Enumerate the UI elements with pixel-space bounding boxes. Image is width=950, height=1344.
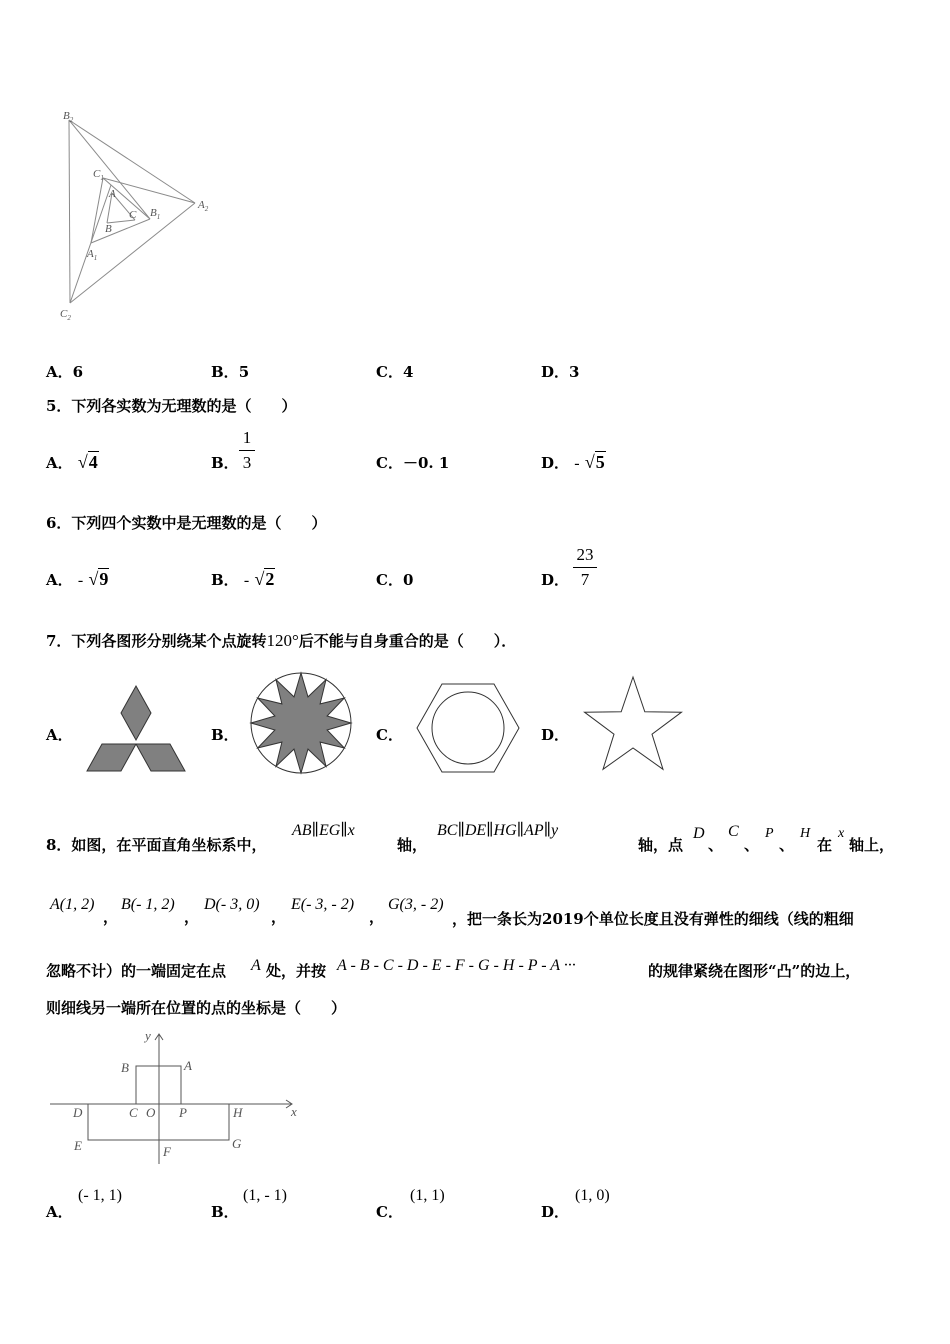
q8-option-b-value: (1, - 1) [243, 1187, 287, 1204]
label-e: E [74, 1138, 82, 1153]
sqrt-9: √9 [88, 569, 109, 589]
q4-option-b[interactable]: B．5 [211, 363, 250, 381]
q7-figure-a-three-rhombus [84, 684, 188, 774]
q8-comma-3: ， [271, 908, 287, 926]
q8-line3-post: 的规律紧绕在图形“凸”的边上， [648, 962, 861, 980]
q8-path: A - B - C - D - E - F - G - H - P - A ··· [337, 957, 576, 974]
label-c: C [129, 209, 137, 221]
q8-line3-point-a: A [251, 957, 261, 974]
label-c1: $C_1$ [93, 168, 104, 182]
label-f: F [163, 1144, 171, 1159]
q4-option-a[interactable]: A．6 [46, 363, 84, 381]
q5-option-d[interactable]: D． - √5 [541, 452, 605, 472]
q6-option-d-letter[interactable]: D． [541, 571, 570, 589]
q8-option-a-letter[interactable]: A． [46, 1203, 73, 1221]
q6-option-c[interactable]: C．0 [376, 571, 414, 589]
q8-coord-d: D(- 3, 0) [204, 896, 260, 913]
label-c: C [129, 1105, 138, 1120]
q5-option-a[interactable]: A． √4 [46, 452, 98, 472]
sqrt-4: √4 [77, 452, 98, 472]
q8-option-d-letter[interactable]: D． [541, 1203, 570, 1221]
q8-coordinate-figure [48, 1024, 304, 1170]
label-a1: $A_1$ [87, 248, 98, 262]
label-g: G [232, 1136, 242, 1151]
q7-option-b-letter[interactable]: B． [211, 726, 239, 744]
q7-option-d-letter[interactable]: D． [541, 726, 570, 744]
q8-line3-mid: 处，并按 [266, 962, 327, 980]
q8-axis-x: x [838, 826, 845, 841]
q4-triangle-figure [55, 105, 225, 325]
q8-point-h: H [800, 826, 811, 841]
q7-figure-b-star-in-circle [248, 670, 354, 776]
q8-line2-post: ，把一条长为2019个单位长度且没有弹性的细线（线的粗细 [452, 910, 854, 928]
q6-option-b[interactable]: B． - √2 [211, 569, 275, 589]
label-a2: $A_2$ [198, 199, 209, 213]
q5-option-b-letter[interactable]: B． [211, 454, 239, 472]
q8-line3-pre: 忽略不计）的一端固定在点 [46, 962, 227, 980]
q7-option-c-letter[interactable]: C． [376, 726, 403, 744]
label-y-axis: y [145, 1028, 151, 1043]
label-d: D [73, 1105, 83, 1120]
sqrt-5: √5 [584, 452, 605, 472]
q8-option-c-letter[interactable]: C． [376, 1203, 403, 1221]
q8-coord-e: E(- 3, - 2) [291, 896, 355, 913]
label-b: B [105, 223, 112, 235]
label-b2: $B_2$ [63, 110, 74, 124]
q8-point-c: C [728, 823, 739, 840]
label-o: O [146, 1105, 156, 1120]
q8-comma-1: ， [103, 908, 119, 926]
q4-option-c[interactable]: C．4 [376, 363, 414, 381]
q8-coord-b: B(- 1, 2) [121, 896, 175, 913]
q8-line1-pre: 8．如图，在平面直角坐标系中， [46, 836, 267, 854]
label-b: B [121, 1060, 129, 1075]
q8-point-d: D [693, 825, 705, 842]
label-c2: $C_2$ [60, 308, 71, 322]
q6-option-d-fraction: 23 7 [573, 545, 597, 590]
q5-option-b-fraction: 1 3 [239, 428, 255, 473]
label-p: P [179, 1105, 187, 1120]
q8-line1-mid2: 轴，点 [638, 836, 684, 854]
q8-point-p: P [765, 826, 774, 841]
q8-option-b-letter[interactable]: B． [211, 1203, 239, 1221]
label-b1: $B_1$ [150, 207, 161, 221]
label-h: H [233, 1105, 243, 1120]
q7-stem: 7．下列各图形分别绕某个点旋转120°后不能与自身重合的是（ ）． [46, 631, 517, 650]
q8-coord-a: A(1, 2) [50, 896, 95, 913]
q5-stem: 5．下列各实数为无理数的是（ ） [46, 397, 297, 415]
q4-option-d[interactable]: D．3 [541, 363, 580, 381]
q8-option-c-value: (1, 1) [410, 1187, 445, 1204]
q8-math-parallel-x: AB∥EG∥x [292, 822, 355, 839]
q8-comma-4: ， [369, 908, 385, 926]
q8-math-parallel-y: BC∥DE∥HG∥AP∥y [437, 822, 559, 839]
q8-option-d-value: (1, 0) [575, 1187, 610, 1204]
q8-comma-2: ， [184, 908, 200, 926]
q7-figure-c-hexagon [415, 682, 521, 774]
q6-stem: 6．下列四个实数中是无理数的是（ ） [46, 514, 327, 532]
q6-option-a[interactable]: A． - √9 [46, 569, 109, 589]
q8-coord-g: G(3, - 2) [388, 896, 444, 913]
q8-line4: 则细线另一端所在位置的点的坐标是（ ） [46, 999, 347, 1017]
q8-sep2: 、 [744, 836, 760, 854]
q7-figure-d-five-point-star [581, 674, 685, 774]
label-a: A [109, 188, 116, 200]
label-a: A [184, 1058, 192, 1073]
q8-line1-mid3: 在 [817, 836, 833, 854]
q8-line1-post: 轴上， [849, 836, 895, 854]
sqrt-2: √2 [254, 569, 275, 589]
q8-line1-mid1: 轴， [397, 836, 428, 854]
q7-option-a-letter[interactable]: A． [46, 726, 73, 744]
label-x-axis: x [291, 1104, 297, 1119]
q8-option-a-value: (- 1, 1) [78, 1187, 122, 1204]
q5-option-c[interactable]: C．－0. 1 [376, 454, 450, 472]
q8-sep3: 、 [779, 836, 795, 854]
q8-sep1: 、 [708, 836, 724, 854]
